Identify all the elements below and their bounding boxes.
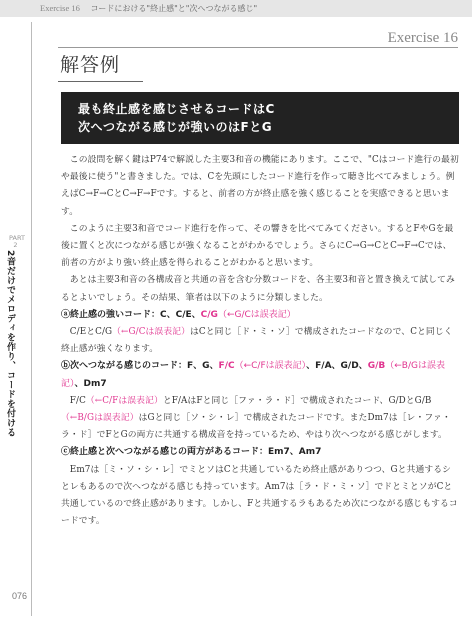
paragraph-3: あとは主要3和音の各構成音と共通の音を含む分数コードを、各主要3和音と置き換えて試してみるとよいでしょう。その結果、筆者は以下のように分類しました。 <box>61 275 455 303</box>
title-rule <box>58 47 458 48</box>
margin-rule <box>31 22 32 616</box>
article-body <box>61 152 459 530</box>
heading-a-label: ⓐ終止感の強いコード：C、C/E、 <box>61 309 201 320</box>
running-header-title: コードにおける"終止感"と"次へつながる感じ" <box>90 4 258 13</box>
heading-a-note: （←G/Cは誤表記） <box>217 309 296 320</box>
paragraph-1: この設問を解く鍵はP74で解説した主要3和音の機能にあります。ここで、"Cはコード進行の最初や最後に使う"と書きました。では、Cを先頭にしたコード進行を作って聴き比べてみましょう。例えばC→F→CとC→F→Fです。すると、前者の方が終止感を強く感じることを実感できると思います。 <box>61 155 459 217</box>
page-number: 076 <box>12 591 28 601</box>
paragraph-a <box>61 324 459 358</box>
paragraph-a-part-2: はCと同じ［ド・ミ・ソ］で構成されたコードなので、Cと同じく終止感が強くなります。 <box>61 327 453 355</box>
answer-title-underline <box>58 81 143 82</box>
paragraph-b-part-2: とF/AはFと同じ［ファ・ラ・ド］で構成されたコード、G/DとG/B <box>162 395 432 406</box>
paragraph-b-note-1: （←C/Fは誤表記） <box>85 395 163 406</box>
paragraph-a-note: （←G/Cは誤表記） <box>112 327 191 338</box>
exercise-label: Exercise 16 <box>387 30 458 46</box>
heading-b-note-2: （←B/Gは誤表記） <box>61 361 445 389</box>
heading-a <box>61 307 459 324</box>
heading-b-note-1: （←C/Fは誤表記） <box>234 361 307 372</box>
paragraph-b-part-3: はGと同じ［ソ・シ・レ］で構成されたコードです。またDm7は［レ・ファ・ラ・ド］でFとGの両方に共通する構成音を持っているため、やはり次へつながる感じがします。 <box>61 413 451 441</box>
paragraph-b-part-1: F/C <box>69 395 86 406</box>
heading-b <box>61 358 459 392</box>
banner-line-1: 最も終止感を感じさせるコードはC <box>78 102 275 116</box>
running-header-exercise: Exercise 16 <box>40 3 80 13</box>
running-header <box>40 3 257 14</box>
sidebar-chapter-title: 2音だけでメロディを作り、コードを付ける <box>5 250 15 438</box>
paragraph-b-note-2: （←B/Gは誤表記） <box>61 413 139 424</box>
heading-b-highlight-1: F/C <box>218 361 235 372</box>
banner-line-2: 次へつながる感じが強いのはFとG <box>78 120 273 134</box>
heading-b-label: ⓑ次へつながる感じのコード：F、G、 <box>61 361 219 372</box>
heading-c: ⓒ終止感と次へつながる感じの両方があるコード：Em7、Am7 <box>61 447 322 458</box>
heading-a-highlight: C/G <box>200 309 218 320</box>
sidebar-part-label: PART 2 <box>9 234 25 249</box>
heading-b-highlight-2: G/B <box>367 361 386 372</box>
paragraph-b <box>61 393 459 445</box>
heading-b-mid: 、F/A、G/D、 <box>306 361 368 372</box>
paragraph-2: このように主要3和音でコード進行を作って、その響きを比べてみてください。するとFやGを最後に置くと次につながる感じが強くなることがわかるでしょう。さらにC→G→CとC→F→Cでは、前者の方がより強い終止感を得られることがわかると思います。 <box>61 223 454 269</box>
paragraph-a-part-1: C/EとC/G <box>69 327 113 338</box>
paragraph-c: Em7は［ミ・ソ・シ・レ］でミとソはCと共通しているため終止感がありつつ、Gと共通するシとレもあるので次へつながる感じも持っています。Am7は［ラ・ド・ミ・ソ］でドとミとソがCと共通しているので終止感があります。しかし、Fと共通するラもあるため次につながる感じもするコードです。 <box>61 464 458 527</box>
answer-banner <box>61 92 459 144</box>
answer-title: 解答例 <box>60 54 121 76</box>
heading-b-end: 、Dm7 <box>74 378 107 389</box>
